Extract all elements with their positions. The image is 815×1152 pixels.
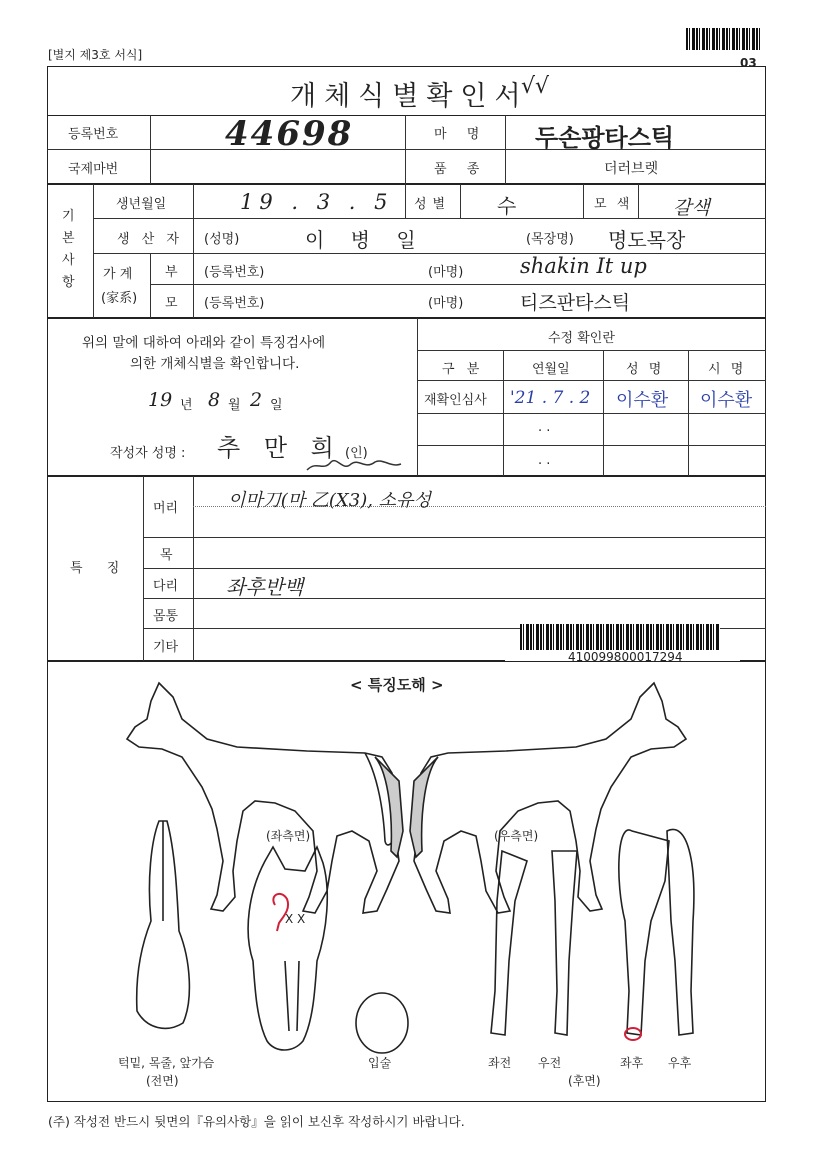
author-seal: (인) <box>345 446 368 461</box>
reg-no-label: 등록번호 <box>68 127 119 142</box>
reg-no-value: 44698 <box>225 114 354 154</box>
cert-year-value: 19 <box>148 389 173 411</box>
sire-label: 부 <box>165 265 178 280</box>
statement-line-2: 의한 개체식별을 확인합니다. <box>130 356 300 372</box>
cert-day-unit: 일 <box>270 398 283 413</box>
breeder-name-label: (성명) <box>204 232 240 247</box>
diagram-title: < 특징도해 > <box>350 676 444 694</box>
cert-day-value: 2 <box>250 389 263 411</box>
feature-barcode <box>520 624 720 650</box>
sire-reg-label: (등록번호) <box>204 265 265 280</box>
breeder-label: 생 산 자 <box>117 232 183 247</box>
feature-head-label: 머리 <box>153 501 179 516</box>
horse-name-value: 두손팡타스틱 <box>535 123 675 152</box>
front-caption-2: (전면) <box>146 1074 179 1088</box>
coat-color-value: 갈색 <box>673 197 710 219</box>
basic-info-char-1: 기 <box>62 209 75 224</box>
author-label: 작성자 성명 : <box>110 446 186 461</box>
revision-col-name: 성 명 <box>626 362 665 377</box>
features-label: 특 징 <box>70 561 130 576</box>
farm-name-label: (목장명) <box>526 232 574 247</box>
dam-name-label: (마명) <box>428 296 464 311</box>
coat-color-label: 모 색 <box>594 197 633 212</box>
revision-row-3-date: . . <box>538 453 551 468</box>
intl-name-label: 국제마번 <box>68 162 119 177</box>
front-view-outline <box>137 821 190 1028</box>
front-left-caption: 좌전 <box>488 1056 512 1070</box>
dam-name-value: 티즈판타스틱 <box>520 292 631 314</box>
front-caption-1: 턱밑, 목줄, 앞가슴 <box>118 1056 215 1070</box>
revision-col-type: 구 분 <box>442 362 484 377</box>
revision-header: 수정 확인란 <box>548 331 615 346</box>
lips-caption: 입술 <box>368 1056 392 1070</box>
sire-name-label: (마명) <box>428 265 464 280</box>
barcode-number: 410099800017294 <box>568 650 683 664</box>
rear-view-outline <box>619 829 694 1035</box>
cert-month-unit: 월 <box>228 398 241 413</box>
revision-row-name: 이수환 <box>616 390 669 411</box>
front-right-caption: 우전 <box>538 1056 562 1070</box>
basic-info-char-4: 항 <box>62 275 75 290</box>
lineage-label-1: 가 계 <box>103 267 133 282</box>
footer-note: (주) 작성전 반드시 뒷면의『유의사항』을 읽이 보신후 작성하시기 바랍니다. <box>48 1114 465 1129</box>
sex-label: 성별 <box>414 197 452 212</box>
feature-body-label: 몸통 <box>153 609 179 624</box>
left-side-caption: (좌측면) <box>266 829 311 843</box>
title-checkmark: √√ <box>521 74 550 99</box>
breed-label: 품 종 <box>434 162 488 177</box>
breed-value: 더러브렛 <box>604 161 659 177</box>
revision-col-sign: 시 명 <box>708 362 747 377</box>
right-side-caption: (우측면) <box>494 829 539 843</box>
top-barcode <box>686 28 762 50</box>
feature-neck-label: 목 <box>160 548 173 563</box>
lips-outline <box>356 993 408 1053</box>
author-signature <box>305 452 405 476</box>
cert-year-unit: 년 <box>180 398 193 413</box>
feature-other-label: 기타 <box>153 640 179 655</box>
hind-left-caption: 좌후 <box>620 1056 644 1070</box>
page-number: 03 <box>740 56 757 70</box>
dam-label: 모 <box>165 296 178 311</box>
feature-legs-label: 다리 <box>153 579 179 594</box>
statement-line-1: 위의 말에 대하여 아래와 같이 특징검사에 <box>82 335 326 351</box>
feature-legs-value: 좌후반백 <box>226 575 304 599</box>
rear-caption: (후면) <box>568 1074 601 1088</box>
right-side-horse-outline <box>410 683 686 913</box>
basic-info-char-2: 본 <box>62 231 75 246</box>
breeder-name-value: 이 병 일 <box>305 228 426 252</box>
sex-value: 수 <box>497 194 517 218</box>
sire-name-value: shakin It up <box>520 254 647 278</box>
hind-right-caption: 우후 <box>668 1056 692 1070</box>
document-title: 개체식별확인서 <box>290 81 529 112</box>
dam-reg-label: (등록번호) <box>204 296 265 311</box>
revision-row-type: 재확인심사 <box>424 393 487 408</box>
birth-date-value: 19 . 3 . 5 <box>240 190 394 214</box>
feature-head-value: 이마刀(마 乙(X3), 소유성 <box>228 490 431 511</box>
revision-row-2-date: . . <box>538 420 551 435</box>
cert-month-value: 8 <box>208 389 221 411</box>
horse-name-label: 마 명 <box>434 127 488 142</box>
revision-row-date: '21 . 7 . 2 <box>510 388 591 408</box>
author-name: 추 만 희 <box>217 434 342 462</box>
lineage-label-2: (家系) <box>101 291 138 306</box>
face-x-marks: X X <box>285 912 306 926</box>
farm-name-value: 명도목장 <box>608 228 686 252</box>
revision-row-sign: 이수환 <box>700 390 753 411</box>
form-code: [별지 제3호 서식] <box>48 48 143 62</box>
horse-diagram-drawing <box>47 661 766 1102</box>
revision-col-date: 연월일 <box>532 362 570 377</box>
birth-date-label: 생년월일 <box>116 197 167 212</box>
left-side-horse-outline <box>127 683 403 913</box>
front-legs-outline <box>491 851 577 1035</box>
basic-info-char-3: 사 <box>62 253 75 268</box>
